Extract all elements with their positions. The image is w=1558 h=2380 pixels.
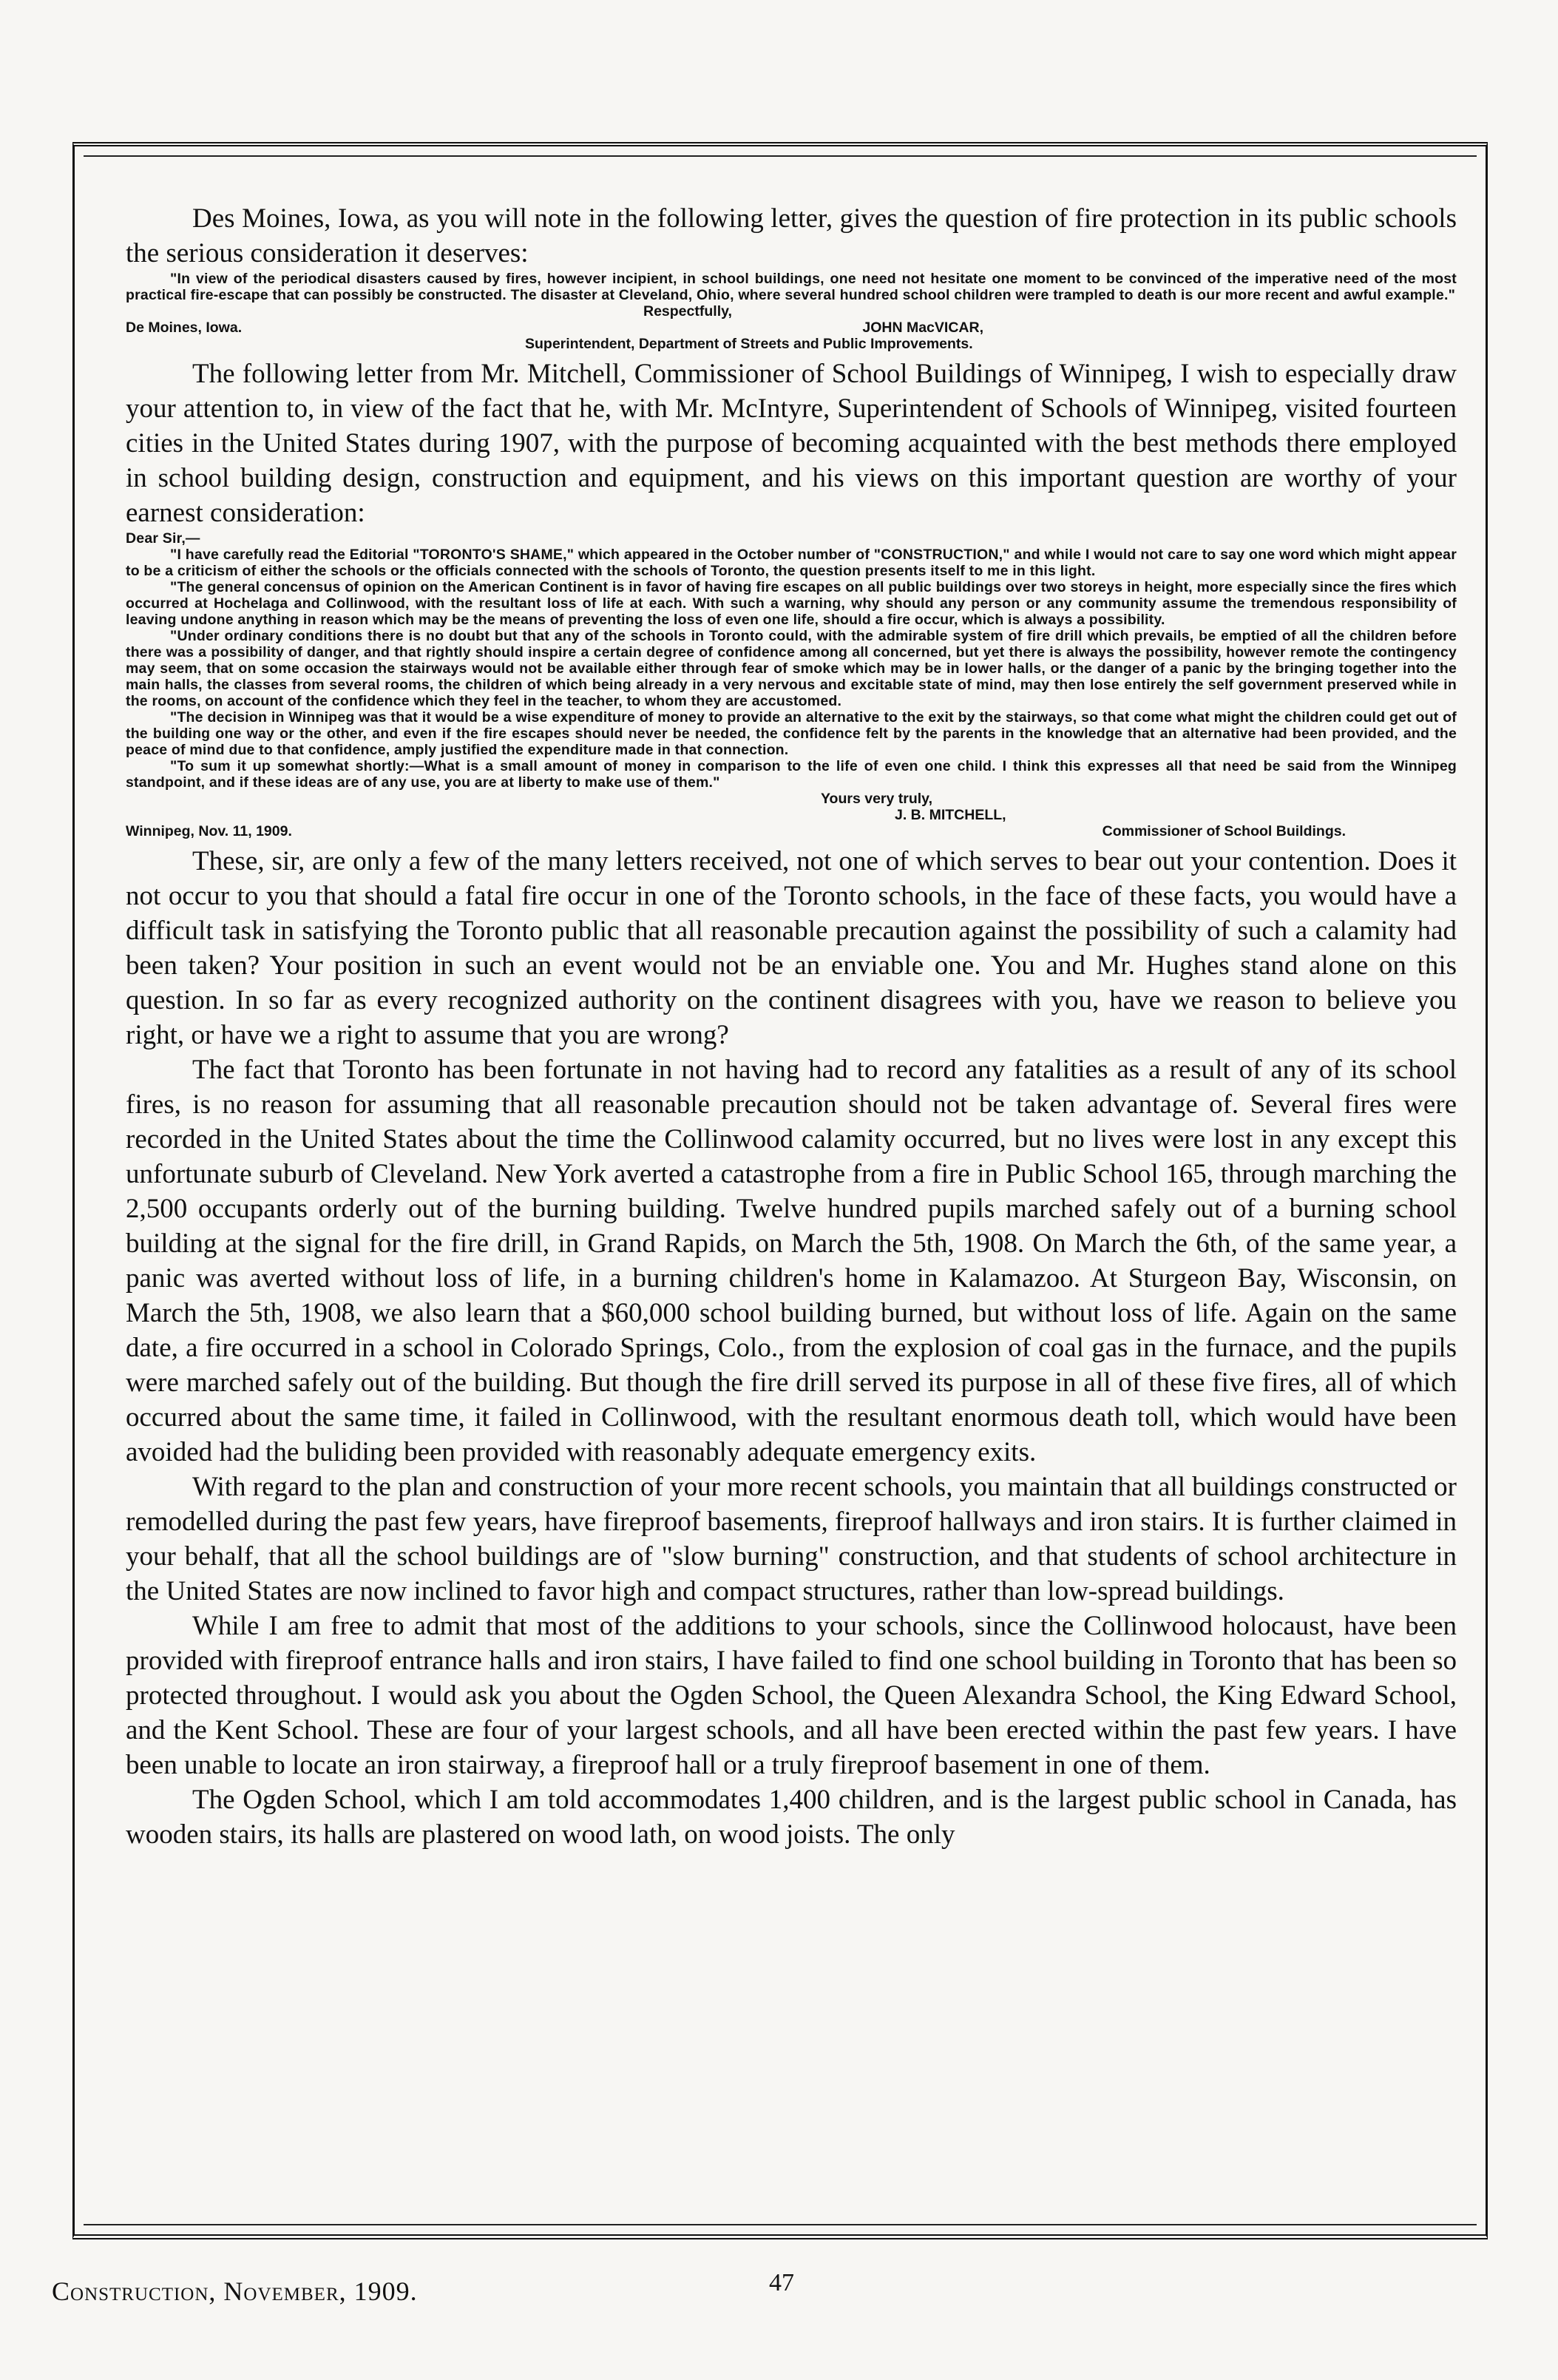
letter2-closing: Yours very truly, (821, 791, 933, 807)
article-column (126, 201, 1457, 1852)
letter2-paragraph: "I have carefully read the Editorial "TORONTO'S SHAME," which appeared in the October number of "CONSTRUCTION," and while I would not care to say one word which might appear to be a criticism of either the schools or the officials connected with the schools of Toronto, the question presents itself to me in this light. (126, 547, 1457, 579)
body-paragraph: The Ogden School, which I am told accommodates 1,400 children, and is the largest public school in Canada, has wooden stairs, its halls are plastered on wood lath, on wood joists. The only (126, 1785, 1457, 1850)
letter1-closing: Respectfully, (643, 303, 732, 320)
intro-paragraph: Des Moines, Iowa, as you will note in the following letter, gives the question of fire protection in its public schools the serious consideration it deserves: (126, 203, 1457, 268)
des-moines-letter-quote: "In view of the periodical disasters caused by fires, however incipient, in school buildings, one need not hesitate one moment to be convinced of the imperative need of the most practical fire-escape that can possibly be constructed. The disaster at Cleveland, Ohio, where several hundred school children were trampled to death is our more recent and awful example." (126, 271, 1457, 303)
transition-paragraph: The following letter from Mr. Mitchell, Commissioner of School Buildings of Winnipeg, I wish to especially draw your attention to, in view of the fact that he, with Mr. McIntyre, Superintendent of Schools of Winnipeg, visited fourteen cities in the United States during 1907, with the purpose of becoming acquainted with the best methods there employed in school building design, construction and equipment, and his views on this important question are worthy of your earnest consideration: (126, 359, 1457, 528)
letter2-paragraph: "The general concensus of opinion on the American Continent is in favor of having fire escapes on all public buildings over two storeys in height, more especially since the fires which occurred at Hochelaga and Collinwood, with the resultant loss of life at each. With such a warning, why should any person or any community assume the tremendous responsibility of leaving undone anything in reason which may be the means of preventing the loss of even one life, should a fire occur, which is always a possibility. (126, 579, 1457, 628)
letter1-place: De Moines, Iowa. (126, 320, 243, 336)
publication-footer: Construction, November, 1909. (52, 2276, 418, 2306)
letter1-title: Superintendent, Department of Streets and Public Improvements. (525, 336, 973, 352)
body-paragraph: The fact that Toronto has been fortunate in not having had to record any fatalities as a result of any of its school fires, is no reason for assuming that all reasonable precaution should not be taken advantage of. Several fires were recorded in the United States about the time the Collinwood calamity occurred, but no lives were lost in any except this unfortunate suburb of Cleveland. New York averted a catastrophe from a fire in Public School 165, through marching the 2,500 occupants orderly out of the burning building. Twelve hundred pupils marched safely out of a burning school building at the signal for the fire drill, in Grand Rapids, on March the 5th, 1908. On March the 6th, of the same year, a panic was averted without loss of life, in a burning children's home in Kalamazoo. At Sturgeon Bay, Wisconsin, on March the 5th, 1908, we also learn that a $60,000 school building burned, but without loss of life. Again on the same date, a fire occurred in a school in Colorado Springs, Colo., from the explosion of coal gas in the furnace, and the pupils were marched safely out of the building. But though the fire drill served its purpose in all of these five fires, all of which occurred about the same time, it failed in Collinwood, with the resultant enormous death toll, which would have been avoided had the buliding been provided with reasonably adequate emergency exits. (126, 1055, 1457, 1467)
letter2-title: Commissioner of School Buildings. (1102, 823, 1346, 839)
letter2-paragraph: "The decision in Winnipeg was that it would be a wise expenditure of money to provide an alternative to the exit by the stairways, so that come what might the children could get out of the building one way or the other, and even if the fire escapes should never be needed, the confidence felt by the parents in the knowledge that an alternative had been provided, and the peace of mind due to that confidence, amply justified the expenditure made in that connection. (126, 709, 1457, 758)
body-paragraph: With regard to the plan and construction of your more recent schools, you maintain that all buildings constructed or remodelled during the past few years, have fireproof basements, fireproof hallways and iron stairs. It is further claimed in your behalf, that all the school buildings are of "slow burning" construction, and that students of school architecture in the United States are now inclined to favor high and compact structures, rather than low-spread buildings. (126, 1472, 1457, 1606)
letter2-salutation: Dear Sir,— (126, 530, 200, 547)
body-paragraph: These, sir, are only a few of the many letters received, not one of which serves to bear out your contention. Does it not occur to you that should a fatal fire occur in one of the Toronto schools, in the face of these facts, you would have a difficult task in satisfying the Toronto public that all reasonable precaution against the possibility of such a calamity had been taken? Your position in such an event would not be an enviable one. You and Mr. Hughes stand alone on this question. In so far as every recognized authority on the continent disagrees with you, have we reason to believe you right, or have we a right to assume that you are wrong? (126, 846, 1457, 1050)
letter1-signature-row (126, 320, 1457, 336)
letter2-place: Winnipeg, Nov. 11, 1909. (126, 823, 292, 839)
body-paragraph: While I am free to admit that most of the additions to your schools, since the Collinwood holocaust, have been provided with fireproof entrance halls and iron stairs, I have failed to find one school building in Toronto that has been so protected throughout. I would ask you about the Ogden School, the Queen Alexandra School, the King Edward School, and the Kent School. These are four of your largest schools, and all have been erected within the past few years. I have been unable to locate an iron stairway, a fireproof hall or a truly fireproof basement in one of them. (126, 1611, 1457, 1780)
letter1-name: JOHN MacVICAR, (862, 320, 983, 336)
page-number: 47 (769, 2269, 794, 2296)
letter2-paragraph: "Under ordinary conditions there is no doubt but that any of the schools in Toronto could, with the admirable system of fire drill which prevails, be emptied of all the children before there was a possibility of danger, and that rightly should inspire a certain degree of confidence among all concerned, but yet there is always the possibility, however remote the contingency may seem, that on some occasion the stairways would not be available either through fear of smoke which may be in lower halls, or the danger of a panic by the bringing together into the main halls, the classes from several rooms, the children of which being already in a very nervous and excitable state of mind, may then lose entirely the self government preserved while in the rooms, on account of the confidence which they feel in the teacher, to whom they are accustomed. (126, 628, 1457, 709)
letter2-paragraph: "To sum it up somewhat shortly:—What is a small amount of money in comparison to the life of even one child. I think this expresses all that need be said from the Winnipeg standpoint, and if these ideas are of any use, you are at liberty to make use of them." (126, 758, 1457, 791)
letter2-name: J. B. MITCHELL, (895, 807, 1006, 823)
letter2-signature-row (126, 823, 1457, 839)
